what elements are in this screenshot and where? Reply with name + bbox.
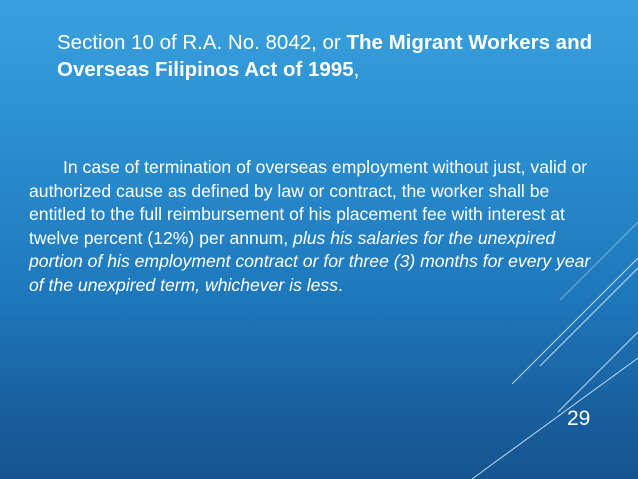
body-end-text: . xyxy=(338,274,343,295)
title-prefix: Section 10 of R.A. No. 8042, or xyxy=(57,31,347,54)
body-italic-text: plus his salaries for the unexpired portion of his employment contract or for three (3) months for every year of the unexpired term, whichever is less xyxy=(29,227,591,295)
title-suffix: , xyxy=(353,58,360,81)
body-paragraph xyxy=(29,156,595,297)
deco-line-3 xyxy=(558,332,638,412)
deco-line-4 xyxy=(472,358,638,479)
body-plain-text: In case of termination of overseas employment without just, valid or authorized cause as defined by law or contract, the worker shall be entitled to the full reimbursement of his placement fee with interest at twelve percent (12%) per annum, xyxy=(29,157,588,248)
slide-title xyxy=(57,29,597,83)
page-number: 29 xyxy=(567,407,591,430)
act-name: The Migrant Workers and Overseas Filipinos Act of 1995 xyxy=(57,31,593,81)
